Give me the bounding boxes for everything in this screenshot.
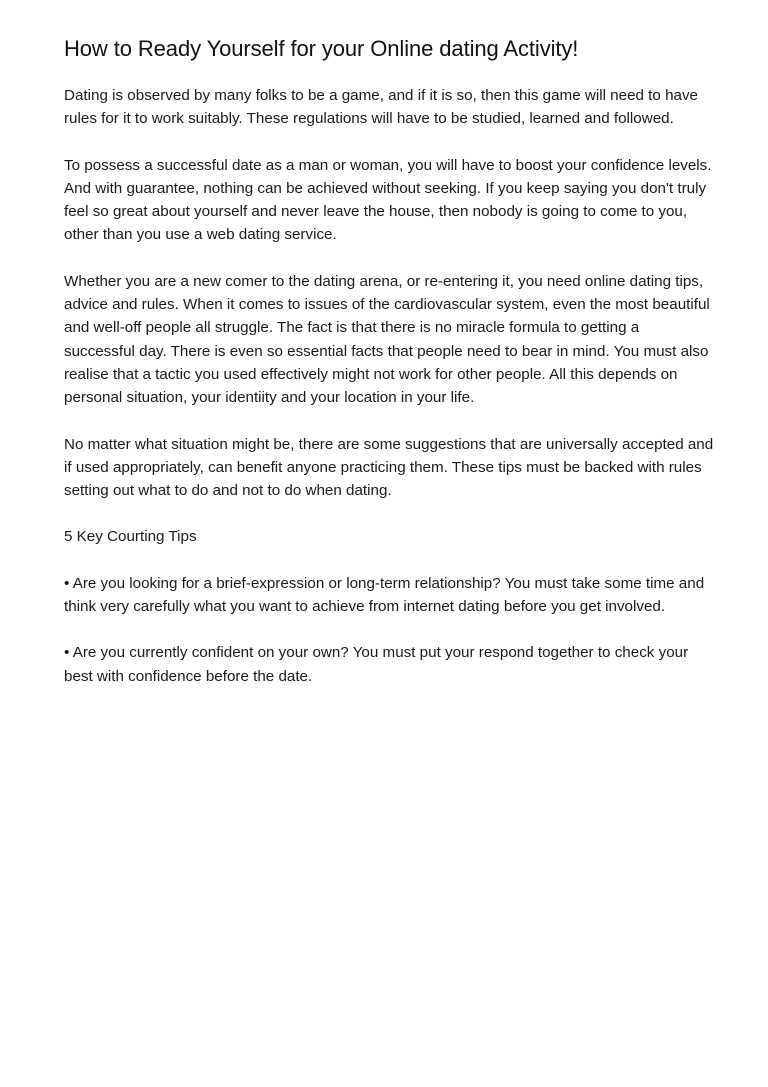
paragraph-1: Dating is observed by many folks to be a game, and if it is so, then this game will need to have rules for it to work suitably. These regulations will have to be studied, learned and followed. [64,87,698,128]
paragraph-2: To possess a successful date as a man or woman, you will have to boost your confidence levels. And with guarantee, nothing can be achieved without seeking. If you keep saying you don't truly feel so great about yourself and never leave the house, then nobody is going to come to you, other than you use a web dating service. [64,156,712,244]
tip-item-2: • Are you currently confident on your own? You must put your respond together to check your best with confidence before the date. [64,644,689,685]
tip-item-1: • Are you looking for a brief-expression or long-term relationship? You must take some time and think very carefully what you want to achieve from internet dating before you get involved. [64,574,705,616]
paragraph-4: No matter what situation might be, there are some suggestions that are universally accepted and if used appropriately, can benefit anyone practicing them. These tips must be backed with rules setting out what to do and not to do when dating. [64,435,714,500]
document-body [64,84,714,688]
section-heading: 5 Key Courting Tips [64,528,197,546]
document-page [64,34,714,711]
paragraph-3: Whether you are a new comer to the dating arena, or re-entering it, you need online dating tips, advice and rules. When it comes to issues of the cardiovascular system, even the most beautiful and well-off people all struggle. The fact is that there is no miracle formula to getting a successful day. There is even so essential facts that people need to bear in mind. You must also realise that a tactic you used effectively might not work for other people. All this depends on personal situation, your identiity and your location in your life. [64,272,710,407]
document-title: How to Ready Yourself for your Online dating Activity! [64,36,579,61]
